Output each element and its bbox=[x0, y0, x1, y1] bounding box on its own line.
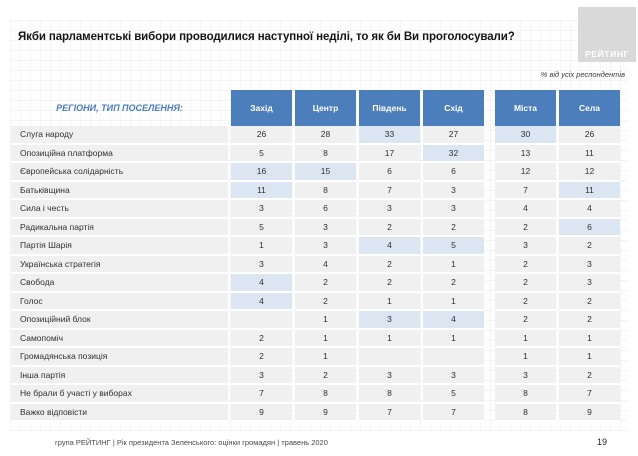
value-cell: 8 bbox=[295, 145, 356, 164]
value-cell: 3 bbox=[423, 200, 484, 219]
value-cell: 2 bbox=[295, 274, 356, 293]
column-gap bbox=[487, 367, 492, 386]
value-cell: 6 bbox=[295, 200, 356, 219]
value-cell: 1 bbox=[495, 330, 556, 349]
value-cell bbox=[231, 311, 292, 330]
value-cell: 6 bbox=[559, 219, 620, 238]
column-gap bbox=[487, 348, 492, 367]
value-cell: 30 bbox=[495, 126, 556, 145]
party-name-cell: Європейська солідарність bbox=[11, 163, 228, 182]
party-name-cell: Не брали б участі у виборах bbox=[11, 385, 228, 404]
value-cell: 1 bbox=[295, 330, 356, 349]
table-row bbox=[11, 145, 620, 164]
value-cell: 2 bbox=[559, 293, 620, 312]
value-cell: 26 bbox=[559, 126, 620, 145]
value-cell: 3 bbox=[231, 200, 292, 219]
value-cell: 1 bbox=[231, 237, 292, 256]
value-cell: 2 bbox=[423, 219, 484, 238]
value-cell: 17 bbox=[359, 145, 420, 164]
value-cell: 3 bbox=[295, 237, 356, 256]
column-header: Центр bbox=[295, 90, 356, 126]
value-cell: 15 bbox=[295, 163, 356, 182]
value-cell: 8 bbox=[495, 404, 556, 423]
value-cell: 7 bbox=[231, 385, 292, 404]
value-cell: 4 bbox=[295, 256, 356, 275]
column-gap bbox=[487, 145, 492, 164]
value-cell: 4 bbox=[495, 200, 556, 219]
value-cell: 3 bbox=[495, 237, 556, 256]
value-cell bbox=[359, 348, 420, 367]
column-gap bbox=[487, 200, 492, 219]
value-cell: 33 bbox=[359, 126, 420, 145]
value-cell: 4 bbox=[559, 200, 620, 219]
value-cell: 11 bbox=[231, 182, 292, 201]
value-cell: 3 bbox=[231, 367, 292, 386]
column-gap bbox=[487, 219, 492, 238]
value-cell: 7 bbox=[359, 404, 420, 423]
value-cell: 13 bbox=[495, 145, 556, 164]
value-cell: 2 bbox=[495, 219, 556, 238]
value-cell: 12 bbox=[559, 163, 620, 182]
value-cell: 6 bbox=[423, 163, 484, 182]
value-cell: 5 bbox=[231, 219, 292, 238]
value-cell: 2 bbox=[559, 311, 620, 330]
value-cell: 8 bbox=[495, 385, 556, 404]
value-cell: 4 bbox=[231, 274, 292, 293]
rating-group-logo bbox=[578, 7, 636, 62]
column-header: Села bbox=[559, 90, 620, 126]
column-header: Схід bbox=[423, 90, 484, 126]
party-name-cell: Громадянська позиція bbox=[11, 348, 228, 367]
table-row bbox=[11, 256, 620, 275]
party-name-cell: Голос bbox=[11, 293, 228, 312]
table-body bbox=[11, 126, 620, 422]
value-cell: 11 bbox=[559, 145, 620, 164]
value-cell: 3 bbox=[559, 274, 620, 293]
value-cell: 9 bbox=[231, 404, 292, 423]
table-row bbox=[11, 330, 620, 349]
value-cell: 6 bbox=[359, 163, 420, 182]
value-cell: 1 bbox=[359, 293, 420, 312]
value-cell: 2 bbox=[359, 219, 420, 238]
table-row bbox=[11, 126, 620, 145]
value-cell: 12 bbox=[495, 163, 556, 182]
page-number: 19 bbox=[596, 437, 607, 447]
table-row bbox=[11, 293, 620, 312]
value-cell: 1 bbox=[295, 311, 356, 330]
row-header-label: РЕГІОНИ, ТИП ПОСЕЛЕННЯ: bbox=[56, 103, 183, 113]
party-name-cell: Важко відповісти bbox=[11, 404, 228, 423]
table-row bbox=[11, 367, 620, 386]
value-cell: 8 bbox=[295, 182, 356, 201]
value-cell: 2 bbox=[359, 274, 420, 293]
value-cell: 4 bbox=[359, 237, 420, 256]
value-cell: 3 bbox=[359, 367, 420, 386]
value-cell: 5 bbox=[423, 385, 484, 404]
column-header: Південь bbox=[359, 90, 420, 126]
value-cell: 7 bbox=[559, 385, 620, 404]
value-cell: 1 bbox=[495, 348, 556, 367]
column-gap bbox=[487, 256, 492, 275]
value-cell: 3 bbox=[359, 311, 420, 330]
table-row bbox=[11, 163, 620, 182]
column-header: Міста bbox=[495, 90, 556, 126]
value-cell: 2 bbox=[295, 293, 356, 312]
column-gap bbox=[487, 90, 492, 126]
column-gap bbox=[487, 182, 492, 201]
party-name-cell: Партія Шарія bbox=[11, 237, 228, 256]
value-cell: 9 bbox=[559, 404, 620, 423]
value-cell: 27 bbox=[423, 126, 484, 145]
value-cell: 2 bbox=[295, 367, 356, 386]
rating-logo-label: РЕЙТИНГ bbox=[585, 49, 629, 59]
value-cell: 4 bbox=[231, 293, 292, 312]
party-name-cell: Українська стратегія bbox=[11, 256, 228, 275]
value-cell: 7 bbox=[495, 182, 556, 201]
table-row bbox=[11, 348, 620, 367]
table-row bbox=[11, 404, 620, 423]
value-cell: 32 bbox=[423, 145, 484, 164]
value-cell: 26 bbox=[231, 126, 292, 145]
table-row bbox=[11, 274, 620, 293]
party-name-cell: Опозиційний блок bbox=[11, 311, 228, 330]
value-cell: 2 bbox=[495, 311, 556, 330]
footer-text: група РЕЙТИНГ | Рік президента Зеленського: оцінки громадян | травень 2020 bbox=[55, 438, 328, 447]
value-cell: 1 bbox=[423, 256, 484, 275]
value-cell: 2 bbox=[495, 256, 556, 275]
value-cell: 2 bbox=[231, 330, 292, 349]
value-cell: 7 bbox=[423, 404, 484, 423]
party-name-cell: Слуга народу bbox=[11, 126, 228, 145]
value-cell: 2 bbox=[231, 348, 292, 367]
column-gap bbox=[487, 237, 492, 256]
value-cell: 2 bbox=[559, 367, 620, 386]
value-cell bbox=[423, 348, 484, 367]
value-cell: 1 bbox=[295, 348, 356, 367]
value-cell: 2 bbox=[559, 237, 620, 256]
value-cell: 5 bbox=[231, 145, 292, 164]
value-cell: 3 bbox=[495, 367, 556, 386]
survey-results-table bbox=[11, 90, 620, 422]
value-cell: 1 bbox=[423, 330, 484, 349]
value-cell: 16 bbox=[231, 163, 292, 182]
value-cell: 28 bbox=[295, 126, 356, 145]
table-row bbox=[11, 200, 620, 219]
value-cell: 1 bbox=[359, 330, 420, 349]
column-gap bbox=[487, 385, 492, 404]
value-cell: 2 bbox=[495, 293, 556, 312]
party-name-cell: Опозиційна платформа bbox=[11, 145, 228, 164]
party-name-cell: Сила і честь bbox=[11, 200, 228, 219]
value-cell: 11 bbox=[559, 182, 620, 201]
table-row bbox=[11, 182, 620, 201]
value-cell: 3 bbox=[359, 200, 420, 219]
table-row bbox=[11, 219, 620, 238]
value-cell: 2 bbox=[495, 274, 556, 293]
value-cell: 3 bbox=[423, 182, 484, 201]
party-name-cell: Самопоміч bbox=[11, 330, 228, 349]
page-title: Якби парламентські вибори проводилися наступної неділі, то як би Ви проголосували? bbox=[18, 31, 515, 43]
column-header: Захід bbox=[231, 90, 292, 126]
party-name-cell: Батьківщина bbox=[11, 182, 228, 201]
table-row bbox=[11, 237, 620, 256]
column-gap bbox=[487, 404, 492, 423]
table-header bbox=[11, 90, 620, 126]
column-gap bbox=[487, 311, 492, 330]
value-cell: 8 bbox=[295, 385, 356, 404]
value-cell: 4 bbox=[423, 311, 484, 330]
party-name-cell: Інша партія bbox=[11, 367, 228, 386]
value-cell: 1 bbox=[559, 330, 620, 349]
column-gap bbox=[487, 293, 492, 312]
value-cell: 3 bbox=[423, 367, 484, 386]
value-cell: 1 bbox=[423, 293, 484, 312]
value-cell: 9 bbox=[295, 404, 356, 423]
value-cell: 3 bbox=[231, 256, 292, 275]
table-row bbox=[11, 385, 620, 404]
table-row bbox=[11, 311, 620, 330]
value-cell: 1 bbox=[559, 348, 620, 367]
party-name-cell: Радикальна партія bbox=[11, 219, 228, 238]
value-cell: 3 bbox=[559, 256, 620, 275]
column-gap bbox=[487, 330, 492, 349]
party-name-cell: Свобода bbox=[11, 274, 228, 293]
value-cell: 2 bbox=[359, 256, 420, 275]
column-gap bbox=[487, 126, 492, 145]
value-cell: 2 bbox=[423, 274, 484, 293]
value-cell: 5 bbox=[423, 237, 484, 256]
respondents-note: % від усіх респондентів bbox=[540, 70, 625, 79]
value-cell: 3 bbox=[295, 219, 356, 238]
value-cell: 8 bbox=[359, 385, 420, 404]
column-gap bbox=[487, 274, 492, 293]
column-gap bbox=[487, 163, 492, 182]
value-cell: 7 bbox=[359, 182, 420, 201]
